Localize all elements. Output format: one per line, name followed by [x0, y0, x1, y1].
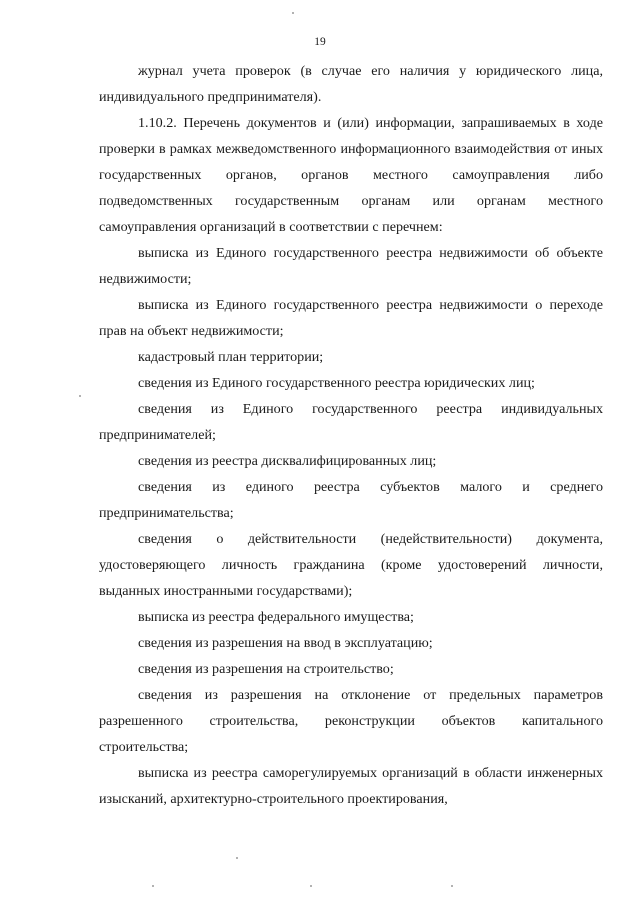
scan-speck [79, 395, 81, 397]
document-body [99, 58, 603, 812]
paragraph: сведения из реестра дисквалифицированных лиц; [138, 453, 437, 469]
scan-speck [310, 885, 312, 887]
paragraph: сведения из единого реестра субъектов малого и среднего предпринимательства; [99, 479, 603, 521]
paragraph: сведения из разрешения на ввод в эксплуатацию; [138, 635, 433, 651]
scan-speck [236, 857, 238, 859]
scan-speck [292, 12, 294, 14]
paragraph: выписка из реестра федерального имущества; [138, 609, 414, 625]
paragraph: выписка из Единого государственного реестра недвижимости об объекте недвижимости; [99, 245, 603, 287]
paragraph: сведения о действительности (недействительности) документа, удостоверяющего личность гражданина (кроме удостоверений личности, выданных иностранными государствами); [99, 531, 603, 599]
scan-speck [451, 885, 453, 887]
paragraph: сведения из Единого государственного реестра юридических лиц; [138, 375, 535, 391]
paragraph: сведения из разрешения на строительство; [138, 661, 394, 677]
paragraph: журнал учета проверок (в случае его наличия у юридического лица, индивидуального предпринимателя). [99, 63, 603, 105]
page-number: 19 [314, 36, 326, 48]
paragraph: 1.10.2. Перечень документов и (или) информации, запрашиваемых в ходе проверки в рамках межведомственного информационного взаимодействия от иных государственных органов, органов местного самоуправления либо подведомственных государственным органам или органам местного самоуправления организаций в соответствии с перечнем: [99, 115, 603, 235]
paragraph: сведения из разрешения на отклонение от предельных параметров разрешенного строительства, реконструкции объектов капитального строительства; [99, 687, 603, 755]
paragraph: выписка из Единого государственного реестра недвижимости о переходе прав на объект недвижимости; [99, 297, 603, 339]
paragraph: сведения из Единого государственного реестра индивидуальных предпринимателей; [99, 401, 603, 443]
paragraph: выписка из реестра саморегулируемых организаций в области инженерных изысканий, архитектурно-строительного проектирования, [99, 765, 603, 807]
paragraph: кадастровый план территории; [138, 349, 324, 365]
scan-speck [152, 885, 154, 887]
